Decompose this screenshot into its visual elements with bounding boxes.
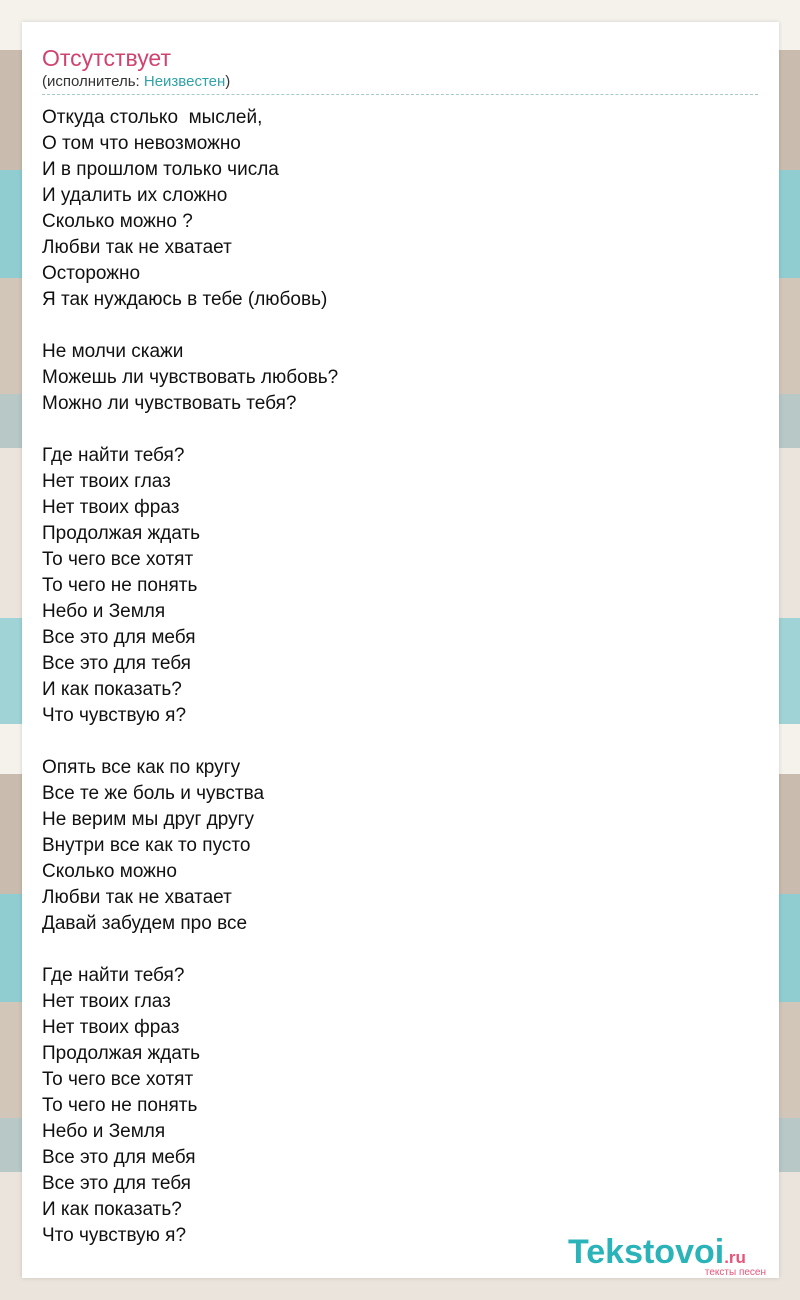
- lyrics-text: Откуда столько мыслей, О том что невозможно И в прошлом только числа И удалить их сложно Сколько можно ? Любви так не хватает Осторожно Я так нуждаюсь в тебе (любовь) Не молчи скажи Можешь ли чувствовать любовь? Можно ли чувствовать тебя? Где найти тебя? Нет твоих глаз Нет твоих фраз Продолжая ждать То чего все хотят То чего не понять Небо и Земля Все это для мебя Все это для тебя И как показать? Что чувствую я? Опять все как по кругу Все те же боль и чувства Не верим мы друг другу Внутри все как то пусто Сколько можно Любви так не хватает Давай забудем про все Где найти тебя? Нет твоих глаз Нет твоих фраз Продолжая ждать То чего все хотят То чего не понять Небо и Земля Все это для мебя Все это для тебя И как показать? Что чувствую я?: [42, 107, 339, 1246]
- artist-suffix: ): [225, 73, 231, 90]
- logo-tagline: тексты песен: [704, 1267, 766, 1278]
- artist-link[interactable]: Неизвестен: [143, 73, 226, 90]
- song-title: Отсутствует: [42, 45, 171, 71]
- artist-line: [42, 72, 758, 95]
- logo-main-text: Tekstovoi: [568, 1233, 725, 1271]
- logo-tld: .ru: [724, 1248, 746, 1267]
- lyrics-card: [22, 22, 779, 1278]
- artist-prefix: (исполнитель:: [42, 73, 144, 90]
- site-logo[interactable]: [568, 1232, 778, 1278]
